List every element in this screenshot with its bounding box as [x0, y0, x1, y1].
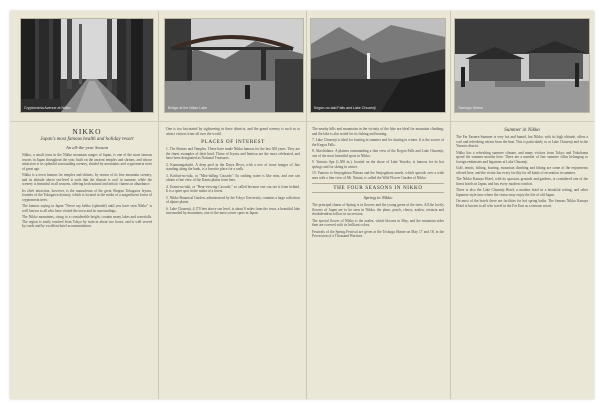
brochure-sheet	[10, 11, 594, 399]
section-title: PLACES OF INTEREST	[201, 139, 265, 145]
fold-line	[158, 11, 159, 399]
photo-cryptomeria-avenue	[20, 18, 154, 113]
photo-bridge	[164, 18, 304, 113]
paragraph: 8. Akechidaira. A plateau commanding a fine view of the Kegon Falls and Lake Chuzenji, one of the most beautiful spots in Nikko.	[312, 149, 444, 158]
panel-places	[166, 127, 300, 395]
photo-caption: Kegon-no-taki Falls and Lake Chuzenji	[314, 106, 376, 110]
photo-shrine-image	[455, 19, 589, 112]
panel-subhead: Spring in Nikko	[363, 195, 393, 200]
paragraph: Festivals of the Spring Festival are given at the Toshogu Shrine on May 17 and 18, in the Procession of a Thousand Warriors.	[312, 229, 444, 238]
fold-line	[306, 11, 307, 399]
photo-bridge-image	[165, 19, 303, 112]
paragraph: 2. Kanmangafuchi. A deep pool in the Daiya River, with a row of stone images of Jizo standing along the bank, is a favorite place for a walk.	[166, 162, 300, 171]
paragraph: 9. Yumoto Spa (1,500 m.), located on the shore of Lake Yunoko, is famous for its hot springs and for skiing in winter.	[312, 160, 444, 169]
paragraph: Its chief attraction, however, is the mausoleum of the great Shogun Tokugawa Ieyasu, founder of the Tokugawa dynasty, which is located in the midst of a magnificent forest of cryptomeria trees.	[22, 188, 152, 202]
paragraph: The special flower of Nikko is the azalea, which blooms in May, and the mountain sides then are covered with its brilliant colors.	[312, 218, 444, 227]
panel-seasons	[312, 127, 444, 395]
photo-caption: Toshogu Shrine	[458, 106, 483, 110]
horizontal-fold-line	[10, 121, 594, 122]
panel-subtitle: Japan's most famous health and holiday resort	[40, 137, 134, 142]
fold-line	[450, 11, 451, 399]
photo-caption: Bridge at the Nikko Lake	[168, 106, 208, 110]
photo-caption: Cryptomeria Avenue at Nikko	[24, 106, 71, 110]
paragraph: The Nikko Kanaya Hotel, with its spacious grounds and gardens, is considered one of the finest hotels in Japan, and has every modern comfort.	[456, 177, 588, 186]
paragraph: 5. Nikko Botanical Garden, administered by the Tokyo University, contains a large collection of alpine plants.	[166, 195, 300, 204]
photo-lake-falls-image	[311, 19, 445, 112]
photo-lake-falls	[310, 18, 446, 113]
paragraph: 7. Lake Chuzenji is ideal for boating in summer and for skating in winter. It is the source of the Kegon Falls.	[312, 138, 444, 147]
paragraph: Golf, tennis, fishing, boating, mountain climbing and hiking are some of the enjoyments offered here, and the visitor has every facility for all kinds of recreation in summer.	[456, 166, 588, 175]
panel-intro	[22, 127, 152, 395]
paragraph: Nikko has a refreshing summer climate, and many visitors from Tokyo and Yokohama spend the summer months here. There are a number of fine summer villas belonging to foreign embassies and legations at Lake Chuzenji.	[456, 150, 588, 164]
section-title: Summer in Nikko	[504, 127, 540, 133]
paragraph: Nikko, a small town in the Nikko mountain ranges of Japan, is one of the most famous resorts in Japan throughout the year, built on the ancient temples and shrines, and whose attraction is its splendid surrounding scenery, shaded by mountains and cryptomeria trees of great age.	[22, 153, 152, 171]
panel-subhead: An all-the-year Season	[65, 145, 109, 150]
paragraph: 4. Urami-no-taki, or "Rear-viewing Cascade," so called because one can see it from behind. It is a quiet spot in the midst of a forest.	[166, 184, 300, 193]
paragraph: There is also the Lake Chuzenji Hotel, a modern hotel in a beautiful setting, and other Japanese style inns where the visitor may enjoy the life of old Japan.	[456, 188, 588, 197]
paragraph: The Nikko mountains, rising to a considerable height, contain many lakes and waterfalls. The region is easily reached from Tokyo by train in about two hours, and is well served by roads and by excellent hotel accommodation.	[22, 215, 152, 228]
paragraph: The famous saying in Japan "Never say kekko (splendid) until you have seen Nikko" is well known to all who have visited the town and its surroundings.	[22, 204, 152, 213]
paragraph: One is too fascinated by sightseeing in these districts, and the grand scenery is such as to attract visitors from all over the world.	[166, 127, 300, 136]
paragraph: Nikko is a town famous for temples and shrines, by reason of its fine mountain scenery, and its altitude above sea-level is such that the climate is cool in summer, while the scenery is beautiful in all seasons, offering both natural and artistic charms in abundance.	[22, 173, 152, 186]
paragraph: 3. Kirifuri-no-taki, or "Mist-falling Cascade." Its rushing water is like mist, and one can obtain a fine view of the Kanto plains from here.	[166, 173, 300, 182]
panel-title: NIKKO	[72, 127, 102, 136]
paragraph: The Far Eastern Summer is very hot and humid, but Nikko, with its high altitude, offers a cool and refreshing retreat from the heat. This is particularly so at Lake Chuzenji and in the Yumoto district.	[456, 135, 588, 148]
paragraph: 1. The Shrines and Temples. These have made Nikko famous for the last 300 years. They are the finest examples of their kind. Those of Ieyasu and Iemitsu are the most celebrated, and have been designated as National Treasures.	[166, 147, 300, 160]
paragraph: 10. Yumoto to Senjogahara Plateau and the Senjogahara marsh, which spreads over a wide area with a fine view of Mt. Nantai, is called the Wild Flower Garden of Nikko.	[312, 171, 444, 180]
section-title: THE FOUR SEASONS IN NIKKO	[312, 183, 444, 193]
paragraph: On most of the hotels there are facilities for hot spring baths. The famous Nikko Kanaya Hotel is known to all who travel in the Far East as a famous resort.	[456, 199, 588, 208]
panel-summer	[456, 127, 588, 395]
photo-cryptomeria-avenue-image	[21, 19, 153, 112]
paragraph: 6. Lake Chuzenji, 4,170 feet above sea level, is about 8 miles from the town, a beautiful lake surrounded by mountains, one of the most scenic spots in Japan.	[166, 206, 300, 215]
photo-shrine	[454, 18, 590, 113]
paragraph: The principal charm of Spring is in flowers and the young green of the trees. All the lovely flowers of Japan are to be seen in Nikko, the plum, peach, cherry, azalea, wistaria and rhododendron follow in succession.	[312, 203, 444, 216]
paragraph: The nearby hills and mountains in the vicinity of the lake are ideal for mountain climbing, and the lake is also noted for its fishing and boating.	[312, 127, 444, 136]
